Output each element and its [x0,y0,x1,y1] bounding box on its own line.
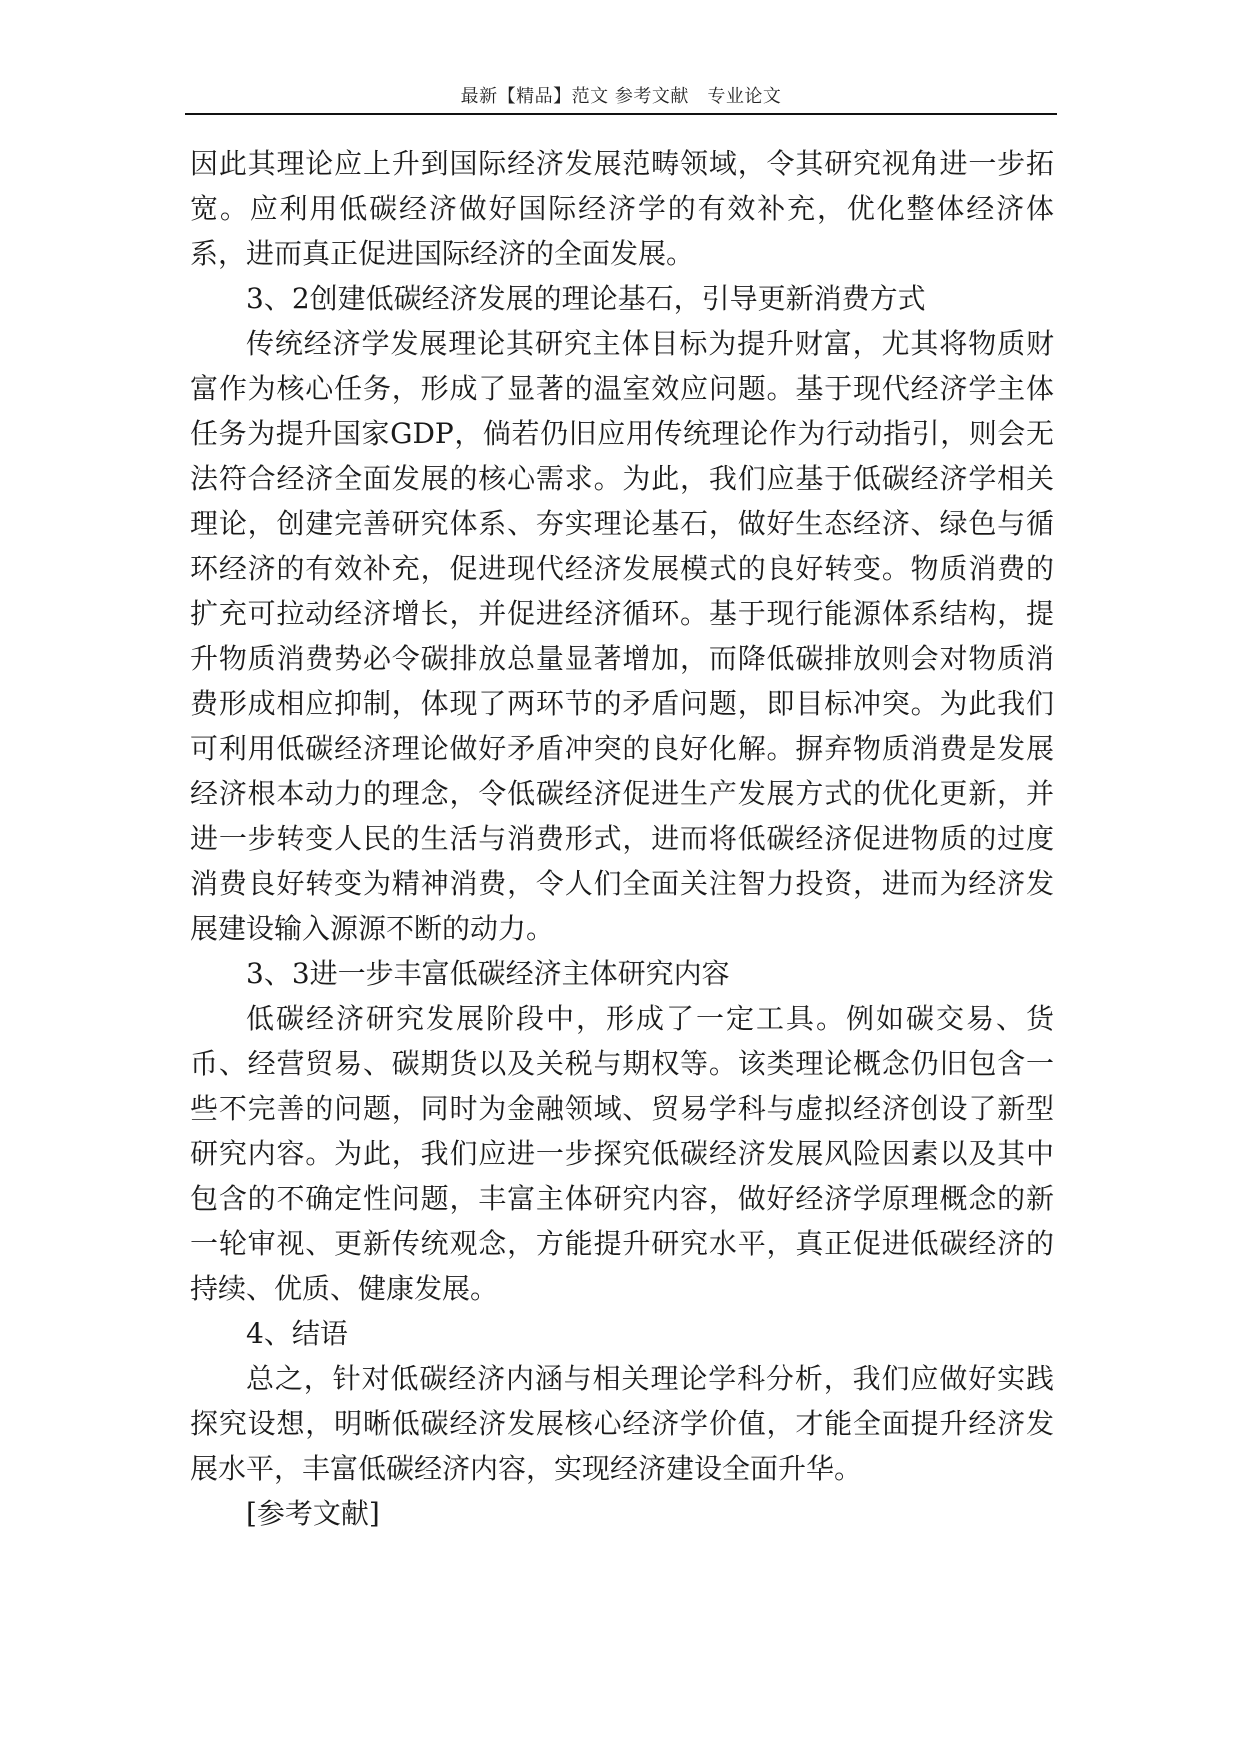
section-heading-conclusion: 4、结语 [246,1317,348,1350]
section-heading-3-3: 3、3进一步丰富低碳经济主体研究内容 [246,957,730,990]
paragraph-continuation: 因此其理论应上升到国际经济发展范畴领域，令其研究视角进一步拓宽。应利用低碳经济做好国际经济学的有效补充，优化整体经济体系，进而真正促进国际经济的全面发展。 [190,147,1054,270]
document-body [190,141,1054,1536]
paragraph-conclusion: 总之，针对低碳经济内涵与相关理论学科分析，我们应做好实践探究设想，明晰低碳经济发展核心经济学价值，才能全面提升经济发展水平，丰富低碳经济内容，实现经济建设全面升华。 [190,1362,1054,1485]
page-header: 最新【精品】范文 参考文献 专业论文 [460,86,782,107]
paragraph-section-3-3: 低碳经济研究发展阶段中，形成了一定工具。例如碳交易、货币、经营贸易、碳期货以及关税与期权等。该类理论概念仍旧包含一些不完善的问题，同时为金融领域、贸易学科与虚拟经济创设了新型研究内容。为此，我们应进一步探究低碳经济发展风险因素以及其中包含的不确定性问题，丰富主体研究内容，做好经济学原理概念的新一轮审视、更新传统观念，方能提升研究水平，真正促进低碳经济的持续、优质、健康发展。 [190,1002,1054,1305]
header-divider [185,113,1057,115]
paragraph-section-3-2: 传统经济学发展理论其研究主体目标为提升财富，尤其将物质财富作为核心任务，形成了显著的温室效应问题。基于现代经济学主体任务为提升国家GDP，倘若仍旧应用传统理论作为行动指引，则会无法符合经济全面发展的核心需求。为此，我们应基于低碳经济学相关理论，创建完善研究体系、夯实理论基石，做好生态经济、绿色与循环经济的有效补充，促进现代经济发展模式的良好转变。物质消费的扩充可拉动经济增长，并促进经济循环。基于现行能源体系结构，提升物质消费势必令碳排放总量显著增加，而降低碳排放则会对物质消费形成相应抑制，体现了两环节的矛盾问题，即目标冲突。为此我们可利用低碳经济理论做好矛盾冲突的良好化解。摒弃物质消费是发展经济根本动力的理念，令低碳经济促进生产发展方式的优化更新，并进一步转变人民的生活与消费形式，进而将低碳经济促进物质的过度消费良好转变为精神消费，令人们全面关注智力投资，进而为经济发展建设输入源源不断的动力。 [190,327,1054,945]
references-heading: [参考文献] [246,1497,380,1530]
section-heading-3-2: 3、2创建低碳经济发展的理论基石，引导更新消费方式 [246,282,926,315]
